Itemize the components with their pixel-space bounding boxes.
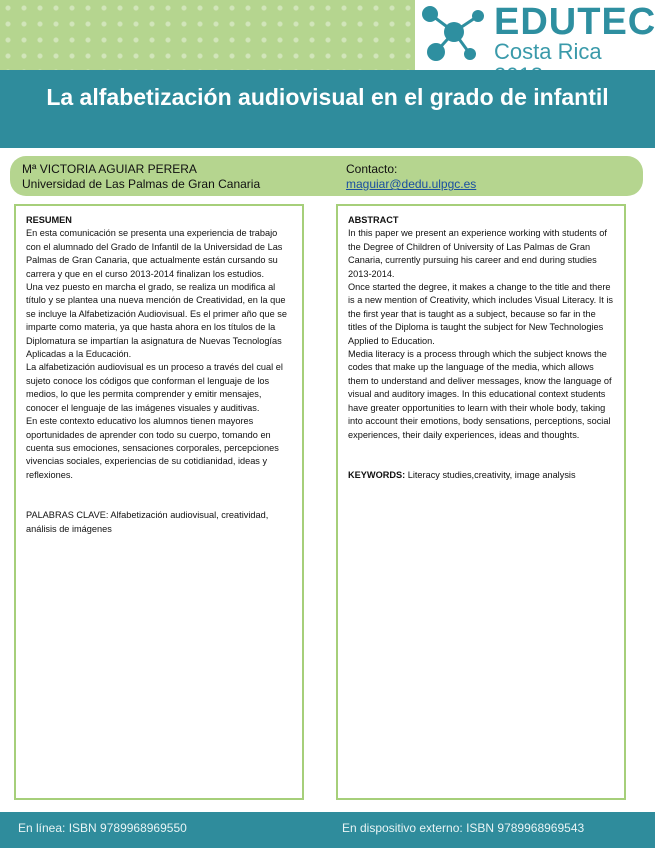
title-bar	[0, 70, 655, 148]
abstract-box	[336, 204, 626, 800]
footer-bar	[0, 812, 655, 848]
resumen-paragraph: En este contexto educativo los alumnos tienen mayores oportunidades de aprender con todo su cuerpo, tomando en cuenta sus emociones, sensaciones corporales, percepciones vivencias sociales, experiencias de su cotidianidad, ideas y reflexiones.	[26, 416, 279, 480]
abstract-paragraph: Once started the degree, it makes a change to the title and there is a new mention of Creativity, which includes Visual Literacy. It is the first year that is taught as a subject, because so far in the titles of the Diploma is taught the subject for New Technologies Applied to Education.	[348, 282, 614, 346]
resumen-paragraph: La alfabetización audiovisual es un proceso a través del cual el sujeto conoce los códigos que conforman el lenguaje de los medios, lo que les permita comprender y emitir mensajes, conocer el lenguaje de las imágenes visuales y auditivas.	[26, 362, 283, 413]
contact-info	[346, 162, 476, 192]
resumen-box	[14, 204, 304, 800]
author-info	[22, 162, 260, 192]
palabras-clave	[26, 509, 292, 536]
keywords-label: KEYWORDS:	[348, 469, 406, 480]
author-name: Mª VICTORIA AGUIAR PERERA	[22, 162, 197, 176]
keywords	[348, 469, 614, 482]
resumen-paragraph: Una vez puesto en marcha el grado, se realiza un modifica al título y se plantea una nueva mención de Creatividad, en la que se incluye la Alfabetización Audiovisual. Es el primer año que se imparte como materia, ya que hasta ahora en los títulos de la Diplomatura se impartían la asignatura de Nuevas Tecnologías Aplicadas a la Educación.	[26, 282, 287, 360]
brand-title: EDUTEC	[494, 1, 656, 43]
resumen-paragraph: En esta comunicación se presenta una experiencia de trabajo con el alumnado del Grado de Infantil de la Universidad de Las Palmas de Gran Canaria, que actualmente están cursando su carrera y que en el curso 2013-2014 finalizan los estudios.	[26, 228, 283, 279]
molecule-icon	[412, 2, 492, 68]
resumen-heading: RESUMEN	[26, 215, 72, 225]
page-title: La alfabetización audiovisual en el grado de infantil	[46, 84, 609, 110]
abstract-heading: ABSTRACT	[348, 215, 399, 225]
author-panel	[10, 156, 643, 196]
abstract-paragraph: In this paper we present an experience working with students of the Degree of Children of University of Las Palmas de Gran Canaria, currently pursuing his career and end during studies 2013-2014.	[348, 228, 607, 279]
abstract-paragraph: Media literacy is a process through which the subject knows the codes that make up the language of the media, which allows them to understand and deliver messages, know the language of visual and auditory images. In this educational context students have greater opportunities to learn with their whole body, taking into account their emotions, body sensations, perceptions, social experiences, their daily experiences, ideas and thoughts.	[348, 349, 612, 440]
author-affiliation: Universidad de Las Palmas de Gran Canaria	[22, 177, 261, 191]
banner-pattern	[0, 0, 420, 70]
keywords-text: Literacy studies,creativity, image analysis	[405, 469, 576, 480]
contact-email-link[interactable]: maguiar@dedu.ulpgc.es	[346, 177, 477, 191]
top-banner	[0, 0, 655, 70]
brand-subtitle: Costa Rica	[494, 39, 602, 64]
palabras-clave-label: PALABRAS CLAVE:	[26, 510, 109, 521]
isbn-external: En dispositivo externo: ISBN 9789968969543	[342, 821, 585, 835]
palabras-clave-text: Alfabetización audiovisual, creatividad, análisis de imágenes	[26, 510, 269, 534]
contact-label: Contacto:	[346, 162, 398, 176]
isbn-online: En línea: ISBN 9789968969550	[18, 821, 187, 835]
